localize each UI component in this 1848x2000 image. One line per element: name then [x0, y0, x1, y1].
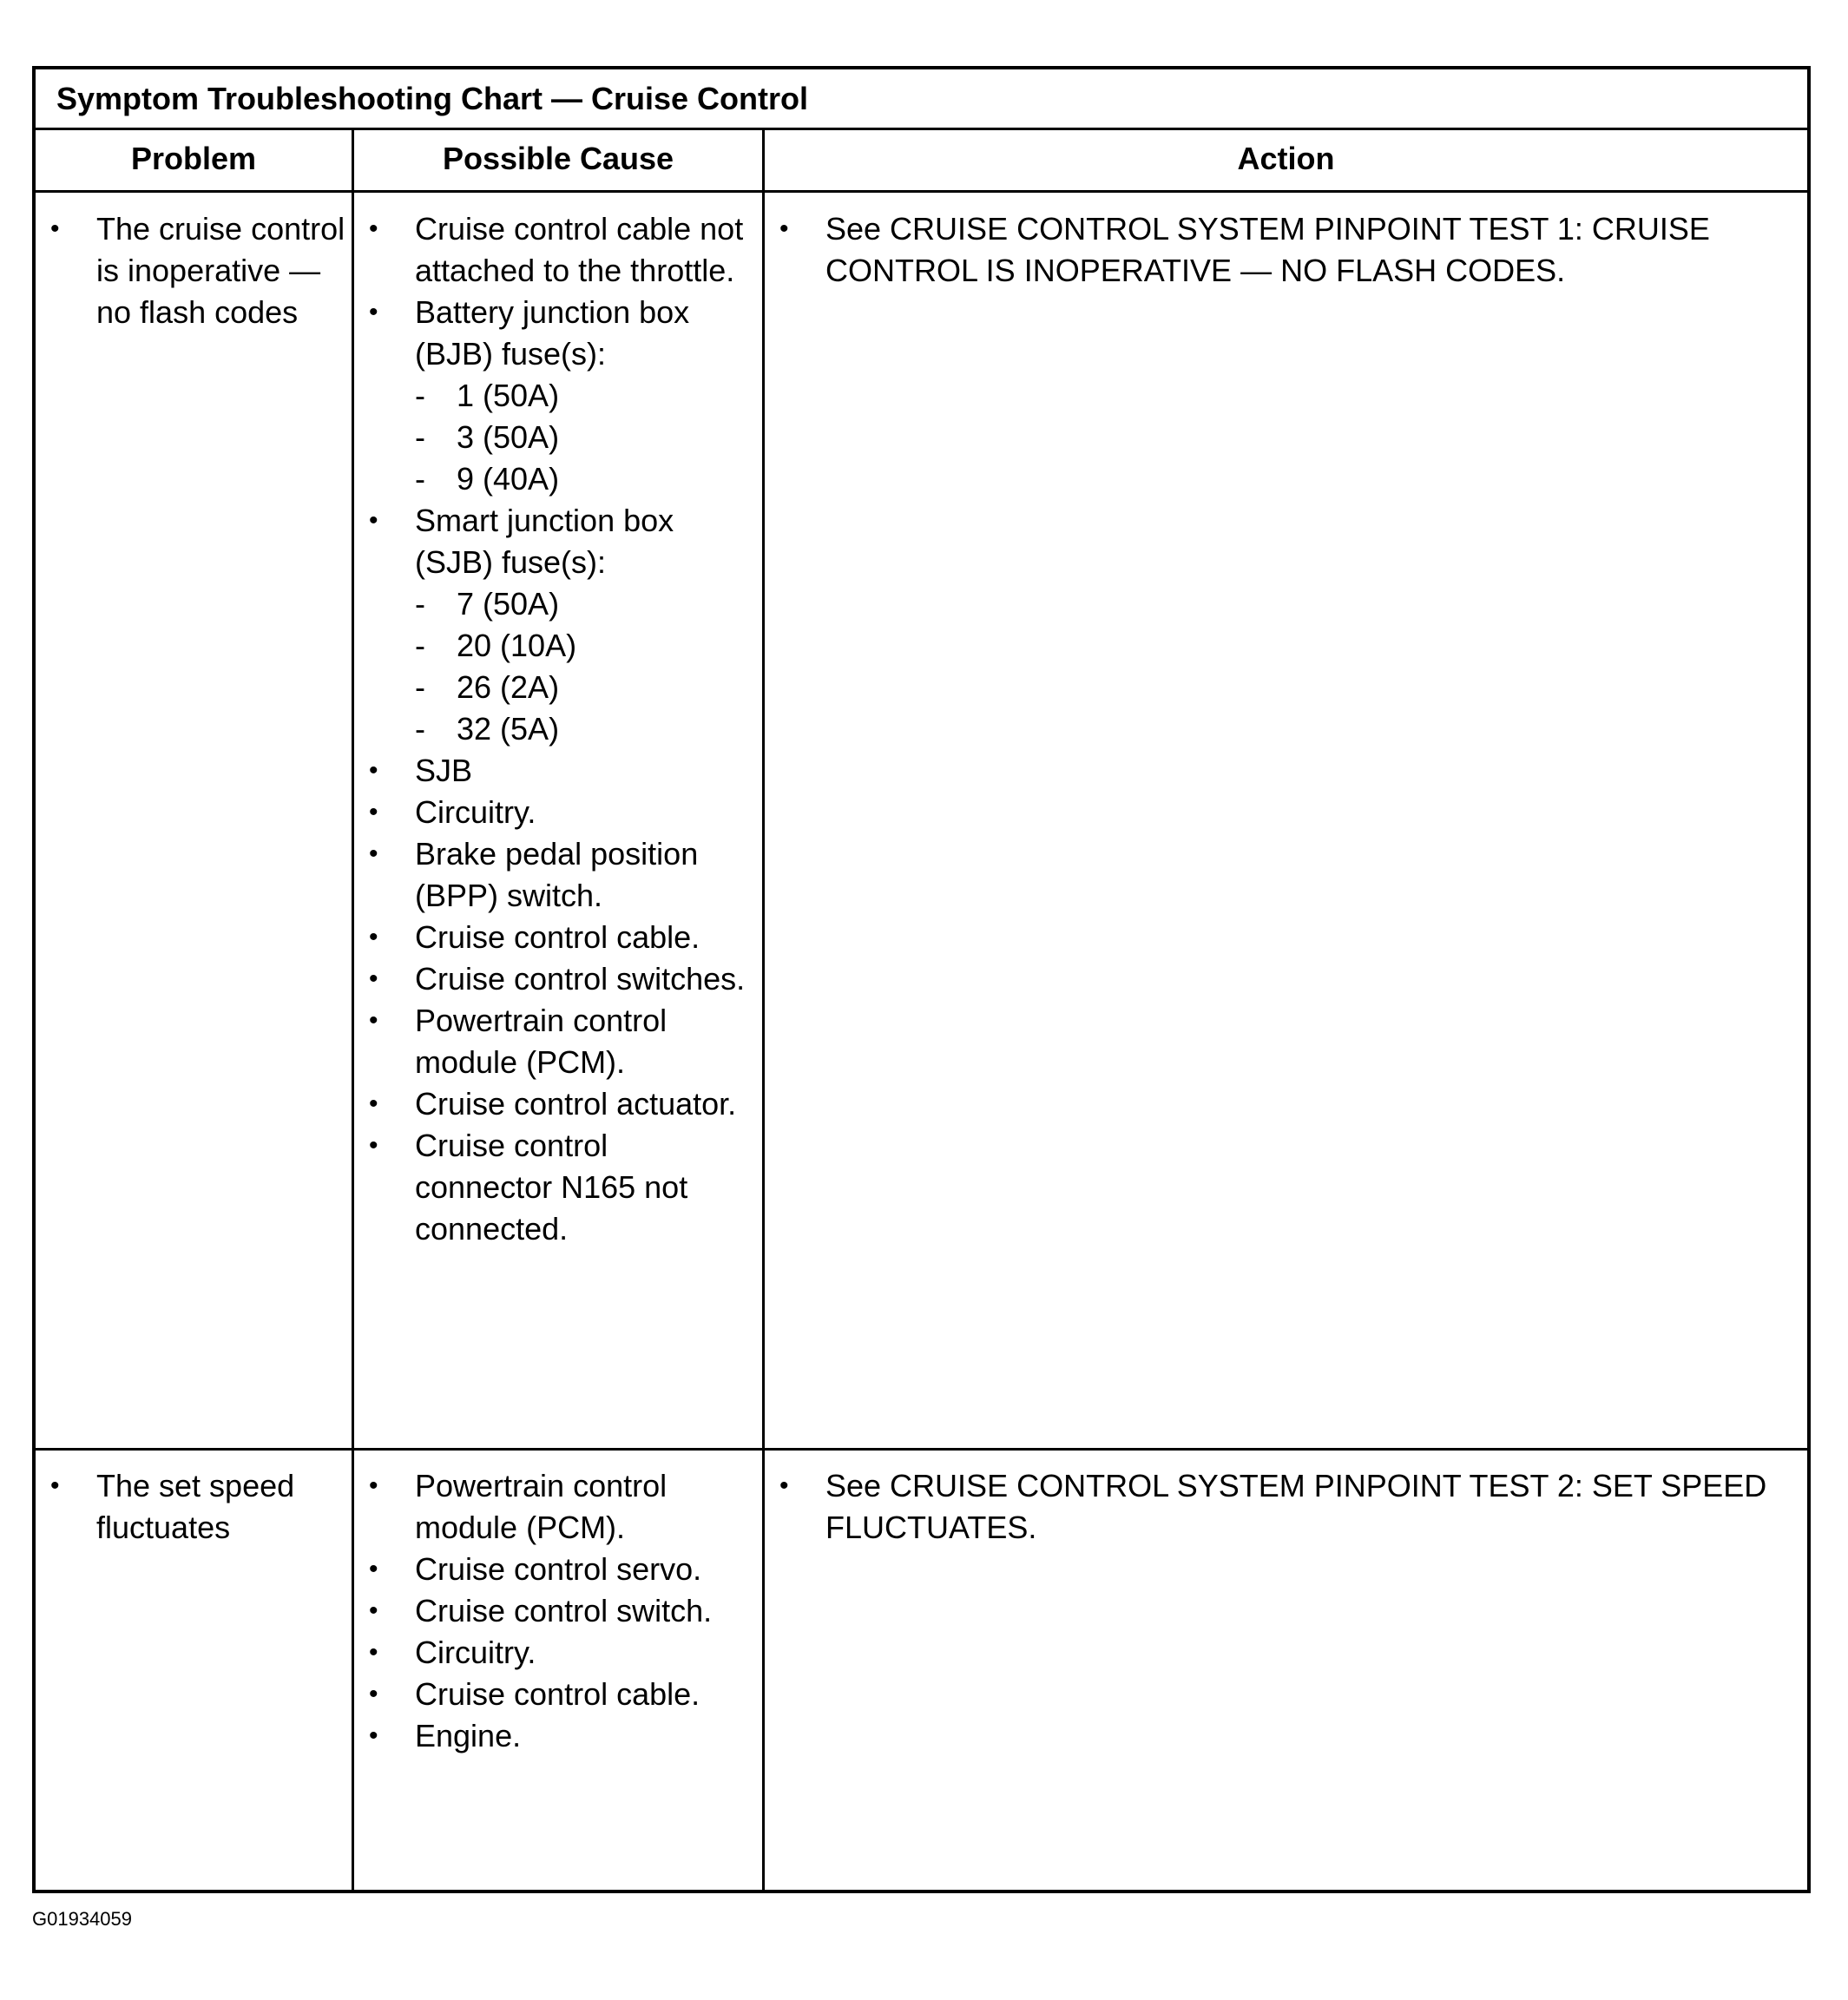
cause-text: Cruise control servo.: [415, 1551, 702, 1587]
fuse-text: 20 (10A): [457, 628, 577, 663]
list-item: [765, 1465, 1789, 1549]
cause-item: [354, 1465, 753, 1549]
fuse-sub-item: [415, 667, 753, 708]
fuse-sub-item: [415, 417, 753, 458]
fuse-text: 26 (2A): [457, 669, 560, 705]
fuse-sub-item: [415, 583, 753, 625]
bullet-icon: •: [369, 1721, 378, 1750]
bullet-icon: •: [779, 1471, 789, 1500]
cause-text: Brake pedal position (BPP) switch.: [415, 836, 699, 913]
row-1-cause-cell: [354, 208, 753, 1250]
cause-item: [354, 833, 753, 917]
fuse-sub-item: [415, 375, 753, 417]
action-text: See CRUISE CONTROL SYSTEM PINPOINT TEST 1: CRUISE CONTROL IS INOPERATIVE — NO FLASH CODES.: [825, 211, 1710, 288]
bullet-icon: •: [369, 923, 378, 951]
fuse-text: 9 (40A): [457, 461, 560, 497]
bullet-icon: •: [369, 1555, 378, 1583]
cause-text: Engine.: [415, 1718, 522, 1753]
bullet-icon: •: [50, 214, 60, 243]
bullet-icon: •: [779, 214, 789, 243]
cause-item: [354, 750, 753, 792]
cause-item: [354, 1083, 753, 1125]
cause-item: [354, 1549, 753, 1590]
cause-text: Cruise control switches.: [415, 961, 746, 997]
cause-text: SJB: [415, 753, 473, 788]
cause-text: Cruise control cable.: [415, 919, 700, 955]
bullet-icon: •: [50, 1471, 60, 1500]
row-1-action-cell: [765, 208, 1789, 292]
cause-text: Circuitry.: [415, 794, 536, 830]
cause-item: [354, 792, 753, 833]
list-item: [36, 1465, 352, 1549]
dash-marker: -: [415, 378, 425, 413]
cause-text: Cruise control cable.: [415, 1676, 700, 1712]
bullet-icon: •: [369, 1089, 378, 1118]
problem-text: The set speed fluctuates: [96, 1468, 295, 1545]
header-possible-cause: Possible Cause: [442, 141, 674, 176]
cause-text: Circuitry.: [415, 1635, 536, 1670]
cause-text: Cruise control cable not attached to the throttle.: [415, 211, 744, 288]
cause-item: [354, 1000, 753, 1083]
bullet-icon: •: [369, 964, 378, 993]
bullet-icon: •: [369, 1596, 378, 1625]
dash-marker: -: [415, 461, 425, 497]
cause-item: [354, 500, 753, 583]
fuse-sub-item: [415, 708, 753, 750]
list-item: [36, 208, 352, 333]
cause-text: Smart junction box (SJB) fuse(s):: [415, 503, 674, 580]
row-1-problem-cell: [36, 208, 352, 333]
bullet-icon: •: [369, 1471, 378, 1500]
bullet-icon: •: [369, 1131, 378, 1160]
dash-marker: -: [415, 669, 425, 705]
cause-item: [354, 917, 753, 958]
fuse-text: 1 (50A): [457, 378, 560, 413]
header-problem: Problem: [130, 141, 257, 176]
bullet-icon: •: [369, 1006, 378, 1035]
cause-item: [354, 958, 753, 1000]
bullet-icon: •: [369, 1638, 378, 1667]
divider-cause-action: [762, 130, 765, 1890]
dash-marker: -: [415, 628, 425, 663]
troubleshooting-chart: [32, 66, 1811, 1893]
fuse-text: 7 (50A): [457, 586, 560, 622]
bullet-icon: •: [369, 214, 378, 243]
figure-id: G01934059: [32, 1908, 132, 1930]
cause-item: [354, 1590, 753, 1632]
dash-marker: -: [415, 711, 425, 747]
fuse-sub-item: [415, 458, 753, 500]
cause-item: [354, 208, 753, 292]
cause-item: [354, 1715, 753, 1757]
action-text: See CRUISE CONTROL SYSTEM PINPOINT TEST 2: SET SPEED FLUCTUATES.: [825, 1468, 1767, 1545]
cause-item: [354, 292, 753, 375]
row-divider: [36, 1448, 1807, 1451]
bullet-icon: •: [369, 506, 378, 535]
cause-text: Powertrain control module (PCM).: [415, 1003, 668, 1080]
cause-item: [354, 1674, 753, 1715]
dash-marker: -: [415, 419, 425, 455]
cause-item: [354, 1632, 753, 1674]
cause-text: Cruise control connector N165 not connected.: [415, 1128, 688, 1247]
fuse-text: 32 (5A): [457, 711, 560, 747]
row-2-problem-cell: [36, 1465, 352, 1549]
cause-text: Powertrain control module (PCM).: [415, 1468, 668, 1545]
dash-marker: -: [415, 586, 425, 622]
cause-text: Cruise control switch.: [415, 1593, 713, 1628]
header-action: Action: [1237, 141, 1335, 176]
cause-text: Cruise control actuator.: [415, 1086, 737, 1122]
problem-text: The cruise control is inoperative — no flash codes: [96, 211, 345, 330]
bullet-icon: •: [369, 1680, 378, 1708]
chart-title: Symptom Troubleshooting Chart — Cruise Control: [36, 69, 1807, 130]
bullet-icon: •: [369, 839, 378, 868]
cause-text: Battery junction box (BJB) fuse(s):: [415, 294, 690, 372]
row-2-action-cell: [765, 1465, 1789, 1549]
fuse-sub-item: [415, 625, 753, 667]
fuse-text: 3 (50A): [457, 419, 560, 455]
cause-item: [354, 1125, 753, 1250]
header-row: [36, 130, 1807, 193]
row-2-cause-cell: [354, 1465, 753, 1757]
bullet-icon: •: [369, 798, 378, 826]
bullet-icon: •: [369, 298, 378, 326]
list-item: [765, 208, 1789, 292]
bullet-icon: •: [369, 756, 378, 785]
